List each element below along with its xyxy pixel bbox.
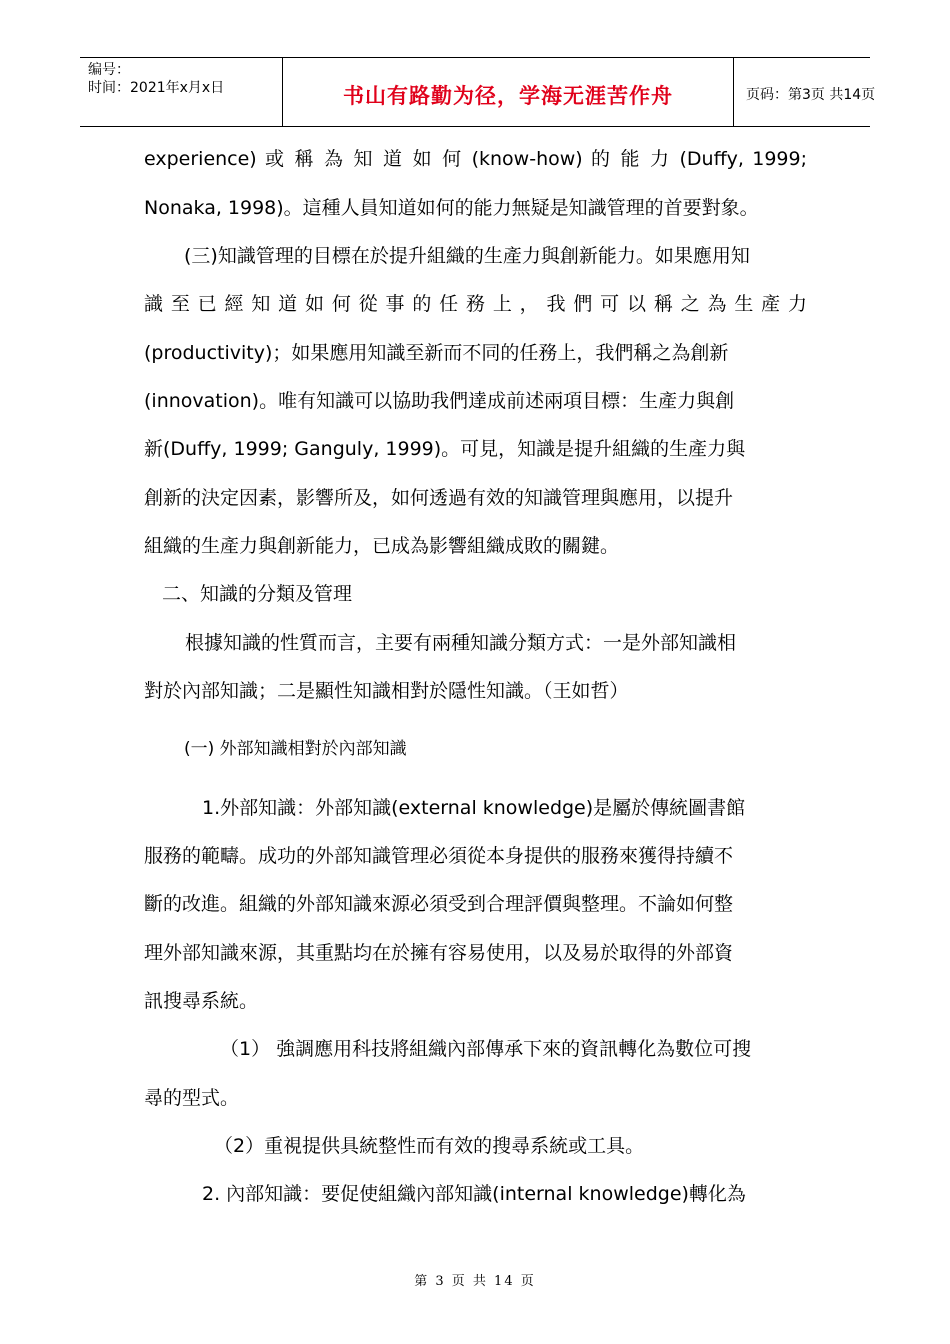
body-line: (productivity)；如果應用知識至新而不同的任務上，我們稱之為創新 xyxy=(144,342,729,364)
body-line: 根據知識的性質而言，主要有兩種知識分類方式：一是外部知識相 xyxy=(185,632,737,654)
body-line: Nonaka, 1998)。這種人員知道如何的能力無疑是知識管理的首要對象。 xyxy=(144,197,759,219)
body-line: 理外部知識來源，其重點均在於擁有容易使用，以及易於取得的外部資 xyxy=(144,942,734,964)
section-heading: 二、知識的分類及管理 xyxy=(162,583,353,605)
header-page-info: 页码：第3页 共14页 xyxy=(746,87,876,103)
body-line: 識 至 已 經 知 道 如 何 從 事 的 任 務 上 ， 我 們 可 以 稱 之 為 生 產 力 xyxy=(144,293,807,315)
body-line: 新(Duffy, 1999; Ganguly, 1999)。可見，知識是提升組織的生產力與 xyxy=(144,438,746,460)
body-line: 1.外部知識：外部知識(external knowledge)是屬於傳統圖書館 xyxy=(202,797,746,819)
body-line: 尋的型式。 xyxy=(144,1087,240,1109)
body-line: （1） 強調應用科技將組織內部傳承下來的資訊轉化為數位可搜 xyxy=(220,1038,752,1060)
date-label: 时间：2021年x月x日 xyxy=(88,80,225,96)
body-line: 服務的範疇。成功的外部知識管理必須從本身提供的服務來獲得持續不 xyxy=(144,845,734,867)
body-line: 2. 內部知識：要促使組織內部知識(internal knowledge)轉化為 xyxy=(202,1183,746,1205)
body-line: (三)知識管理的目標在於提升組織的生產力與創新能力。如果應用知 xyxy=(184,245,750,267)
body-line: 對於內部知識；二是顯性知識相對於隱性知識。（王如哲） xyxy=(144,680,629,702)
subsection-heading: (一) 外部知識相對於內部知識 xyxy=(184,739,407,759)
body-line: 創新的決定因素，影響所及，如何透過有效的知識管理與應用，以提升 xyxy=(144,487,734,509)
body-line: experience) 或 稱 為 知 道 如 何 (know-how) 的 能 力 (Duffy, 1999; xyxy=(144,148,807,170)
body-line: 組織的生產力與創新能力，已成為影響組織成敗的關鍵。 xyxy=(144,535,620,557)
body-line: (innovation)。唯有知識可以協助我們達成前述兩項目標：生產力與創 xyxy=(144,390,735,412)
body-line: （2）重視提供具統整性而有效的搜尋系統或工具。 xyxy=(214,1135,645,1157)
page-footer: 第 3 页 共 14 页 xyxy=(414,1274,536,1289)
serial-number-label: 编号： xyxy=(88,62,130,78)
motto-text: 书山有路勤为径，学海无涯苦作舟 xyxy=(343,83,673,108)
body-line: 斷的改進。組織的外部知識來源必須受到合理評價與整理。不論如何整 xyxy=(144,893,734,915)
body-line: 訊搜尋系統。 xyxy=(144,990,259,1012)
